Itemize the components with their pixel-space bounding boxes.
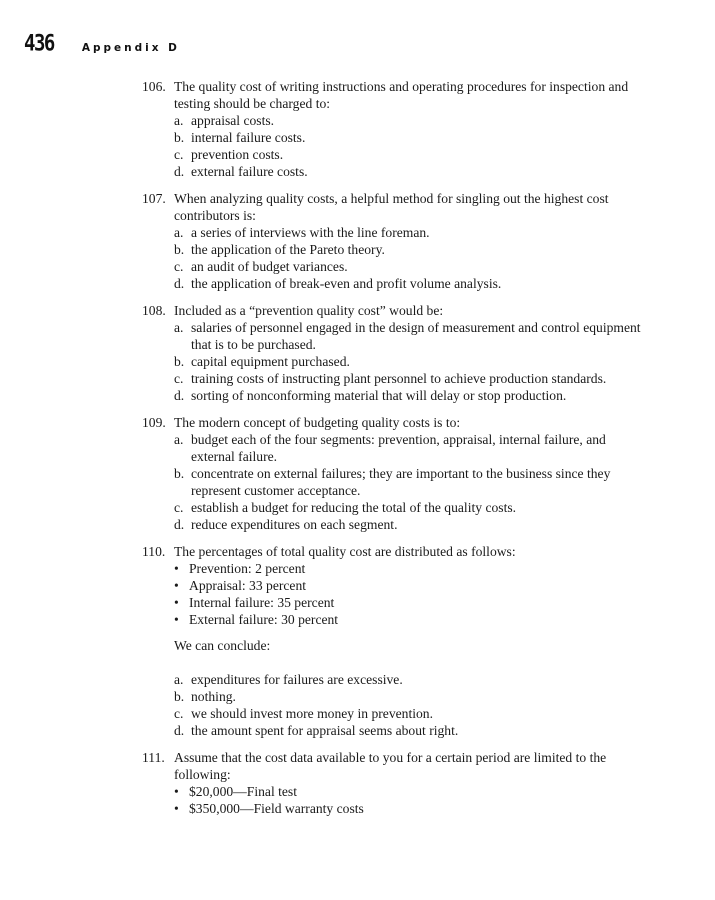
bullet-glyph: • bbox=[174, 612, 179, 627]
bullet-item bbox=[174, 611, 642, 628]
option-letter: c. bbox=[174, 500, 184, 515]
option-letter: a. bbox=[174, 432, 184, 447]
option-letter: c. bbox=[174, 147, 184, 162]
option-letter: b. bbox=[174, 242, 185, 257]
question-number: 108. bbox=[142, 303, 166, 318]
option-text: an audit of budget variances. bbox=[191, 259, 348, 274]
question-stem: Assume that the cost data available to you for a certain period are limited to the following: bbox=[174, 750, 607, 782]
option-d bbox=[174, 275, 642, 292]
option-letter: d. bbox=[174, 388, 185, 403]
option-letter: a. bbox=[174, 113, 184, 128]
question-number: 107. bbox=[142, 191, 166, 206]
option-letter: a. bbox=[174, 225, 184, 240]
option-text: the application of the Pareto theory. bbox=[191, 242, 385, 257]
option-text: appraisal costs. bbox=[191, 113, 275, 128]
question-stem: The modern concept of budgeting quality costs is to: bbox=[174, 415, 461, 430]
option-text: capital equipment purchased. bbox=[191, 354, 350, 369]
option-text: reduce expenditures on each segment. bbox=[191, 517, 398, 532]
option-text: training costs of instructing plant personnel to achieve production standards. bbox=[191, 371, 607, 386]
bullet-text: Prevention: 2 percent bbox=[189, 561, 306, 576]
bullet-glyph: • bbox=[174, 595, 179, 610]
question-108 bbox=[142, 302, 642, 404]
option-letter: a. bbox=[174, 672, 184, 687]
option-c bbox=[174, 146, 642, 163]
section-title: Appendix D bbox=[81, 42, 180, 54]
question-106 bbox=[142, 78, 642, 180]
option-b bbox=[174, 465, 642, 499]
option-letter: c. bbox=[174, 259, 184, 274]
option-b bbox=[174, 241, 642, 258]
bullet-item bbox=[174, 560, 642, 577]
option-b bbox=[174, 688, 642, 705]
option-text: internal failure costs. bbox=[191, 130, 306, 145]
option-text: concentrate on external failures; they are important to the business since they represent customer acceptance. bbox=[191, 466, 611, 498]
option-text: the application of break-even and profit volume analysis. bbox=[191, 276, 502, 291]
option-c bbox=[174, 370, 642, 387]
question-number: 109. bbox=[142, 415, 166, 430]
option-letter: b. bbox=[174, 130, 185, 145]
option-letter: b. bbox=[174, 689, 185, 704]
option-d bbox=[174, 722, 642, 739]
bullet-text: Appraisal: 33 percent bbox=[189, 578, 307, 593]
option-text: establish a budget for reducing the total of the quality costs. bbox=[191, 500, 517, 515]
option-a bbox=[174, 224, 642, 241]
option-b bbox=[174, 353, 642, 370]
option-letter: c. bbox=[174, 706, 184, 721]
option-letter: b. bbox=[174, 354, 185, 369]
option-c bbox=[174, 705, 642, 722]
option-text: expenditures for failures are excessive. bbox=[191, 672, 403, 687]
bullet-glyph: • bbox=[174, 561, 179, 576]
question-107 bbox=[142, 190, 642, 292]
question-111 bbox=[142, 749, 642, 817]
bullet-item bbox=[174, 783, 642, 800]
option-b bbox=[174, 129, 642, 146]
option-letter: d. bbox=[174, 723, 185, 738]
option-text: nothing. bbox=[191, 689, 236, 704]
option-a bbox=[174, 671, 642, 688]
option-a bbox=[174, 112, 642, 129]
option-text: we should invest more money in prevention. bbox=[191, 706, 433, 721]
bullet-item bbox=[174, 594, 642, 611]
option-letter: a. bbox=[174, 320, 184, 335]
bullet-text: $20,000—Final test bbox=[189, 784, 297, 799]
option-text: a series of interviews with the line foreman. bbox=[191, 225, 430, 240]
question-stem: The quality cost of writing instructions and operating procedures for inspection and testing should be charged to: bbox=[174, 79, 629, 111]
question-number: 111. bbox=[142, 750, 165, 765]
option-text: external failure costs. bbox=[191, 164, 308, 179]
option-letter: d. bbox=[174, 517, 185, 532]
bullet-item bbox=[174, 577, 642, 594]
option-text: salaries of personnel engaged in the design of measurement and control equipment that is to be purchased. bbox=[191, 320, 641, 352]
bullet-text: $350,000—Field warranty costs bbox=[189, 801, 364, 816]
question-number: 106. bbox=[142, 79, 166, 94]
question-110 bbox=[142, 543, 642, 739]
bullet-glyph: • bbox=[174, 801, 179, 816]
question-stem: The percentages of total quality cost are distributed as follows: bbox=[174, 544, 516, 559]
option-c bbox=[174, 258, 642, 275]
bullet-text: Internal failure: 35 percent bbox=[189, 595, 335, 610]
running-head bbox=[24, 30, 180, 56]
option-d bbox=[174, 387, 642, 404]
page-number: 436 bbox=[24, 30, 54, 56]
option-a bbox=[174, 431, 642, 465]
question-number: 110. bbox=[142, 544, 166, 559]
option-text: budget each of the four segments: prevention, appraisal, internal failure, and external failure. bbox=[191, 432, 606, 464]
option-d bbox=[174, 516, 642, 533]
question-list bbox=[142, 78, 642, 827]
option-a bbox=[174, 319, 642, 353]
option-d bbox=[174, 163, 642, 180]
option-text: prevention costs. bbox=[191, 147, 284, 162]
option-c bbox=[174, 499, 642, 516]
option-letter: d. bbox=[174, 276, 185, 291]
option-letter: d. bbox=[174, 164, 185, 179]
question-stem: When analyzing quality costs, a helpful method for singling out the highest cost contributors is: bbox=[174, 191, 609, 223]
question-109 bbox=[142, 414, 642, 533]
option-text: sorting of nonconforming material that will delay or stop production. bbox=[191, 388, 567, 403]
option-letter: c. bbox=[174, 371, 184, 386]
option-letter: b. bbox=[174, 466, 185, 481]
question-stem: Included as a “prevention quality cost” would be: bbox=[174, 303, 444, 318]
bullet-item bbox=[174, 800, 642, 817]
bullet-text: External failure: 30 percent bbox=[189, 612, 339, 627]
option-text: the amount spent for appraisal seems about right. bbox=[191, 723, 459, 738]
bullet-glyph: • bbox=[174, 578, 179, 593]
bullet-glyph: • bbox=[174, 784, 179, 799]
conclusion-prompt: We can conclude: bbox=[174, 638, 271, 653]
